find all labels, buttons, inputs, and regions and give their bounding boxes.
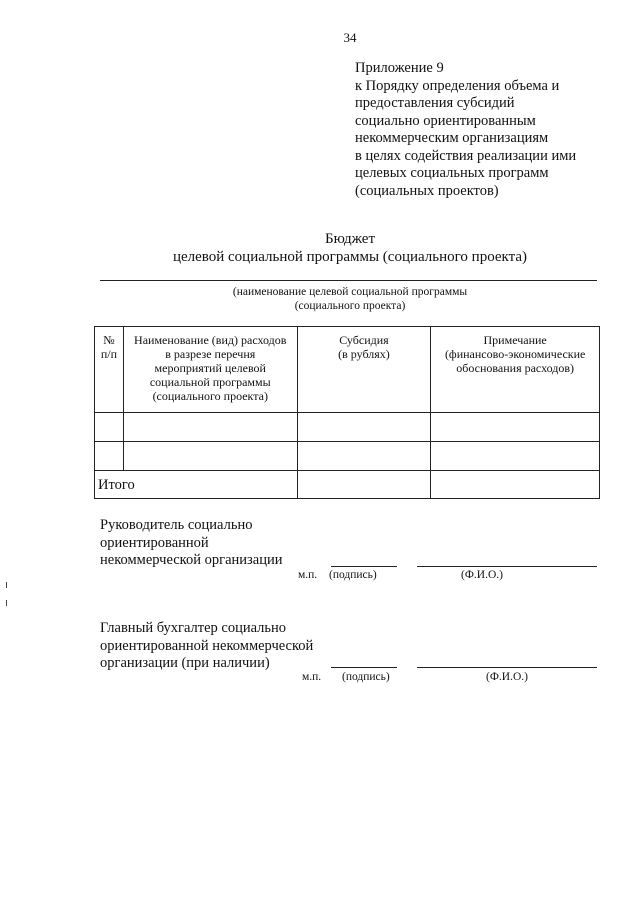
- header-text: обоснования расходов): [456, 361, 575, 375]
- accountant-name-caption: (Ф.И.О.): [486, 671, 528, 683]
- table-cell: [95, 442, 124, 471]
- signatory-line: некоммерческой организации: [100, 552, 283, 568]
- header-text: Наименование (вид) расходов: [134, 333, 287, 347]
- accountant-signature-caption: (подпись): [342, 671, 390, 683]
- table-cell: [123, 413, 297, 442]
- header-text: социальной программы: [149, 375, 271, 389]
- document-title: [0, 230, 640, 266]
- subtitle-line: целевой социальной программы (социального проекта): [172, 249, 528, 265]
- header-number: [95, 327, 124, 413]
- signatory-line: Руководитель социально: [100, 517, 253, 533]
- header-text: №: [103, 333, 115, 347]
- header-text: Примечание: [483, 333, 547, 347]
- table-total-row: [95, 471, 600, 499]
- appendix-line: в целях содействия реализации ими: [355, 147, 577, 164]
- appendix-line: предоставления субсидий: [355, 95, 515, 111]
- signatory-line: Главный бухгалтер социально: [100, 620, 287, 636]
- table-cell: [95, 413, 124, 442]
- table-row: [95, 442, 600, 471]
- head-signature-caption: (подпись): [329, 569, 377, 581]
- head-name-caption: (Ф.И.О.): [461, 569, 503, 581]
- header-expense-name: [123, 327, 297, 413]
- table-cell: [431, 442, 600, 471]
- title-line: Бюджет: [324, 231, 376, 247]
- budget-table: [94, 326, 600, 499]
- header-text: Субсидия: [339, 333, 389, 347]
- accountant-signatory: [100, 620, 313, 673]
- program-name-caption: [200, 285, 500, 313]
- header-note: [431, 327, 600, 413]
- header-text: мероприятий целевой: [154, 361, 266, 375]
- header-subsidy: [297, 327, 431, 413]
- table-cell: [123, 442, 297, 471]
- head-signature-line: [331, 566, 397, 567]
- appendix-line: к Порядку определения объема и: [355, 77, 560, 94]
- head-mp-label: м.п.: [298, 569, 318, 581]
- appendix-line: некоммерческим организациям: [355, 130, 549, 146]
- page-number: 34: [343, 30, 357, 45]
- table-cell: [297, 442, 431, 471]
- accountant-mp-label: м.п.: [302, 671, 322, 683]
- header-text: (финансово-экономические: [444, 347, 586, 361]
- accountant-name-line: [417, 667, 597, 668]
- head-name-line: [417, 566, 597, 567]
- header-text: п/п: [100, 347, 118, 361]
- total-subsidy-cell: [297, 471, 431, 499]
- table-cell: [431, 413, 600, 442]
- caption-line: (наименование целевой социальной программы: [232, 286, 468, 298]
- appendix-line: Приложение 9: [355, 60, 444, 76]
- header-text: (социального проекта): [152, 389, 268, 403]
- table-row: [95, 413, 600, 442]
- table-cell: [297, 413, 431, 442]
- caption-line: (социального проекта): [294, 300, 406, 312]
- signatory-line: ориентированной: [100, 534, 209, 551]
- signatory-line: ориентированной некоммерческой: [100, 637, 314, 654]
- program-name-line: [100, 280, 597, 281]
- head-signatory: [100, 517, 282, 570]
- appendix-line: (социальных проектов): [355, 182, 499, 199]
- header-text: в разрезе перечня: [165, 347, 256, 361]
- table-header-row: [95, 327, 600, 413]
- total-label: Итого: [95, 471, 298, 499]
- header-text: (в рублях): [338, 347, 390, 361]
- appendix-line: социально ориентированным: [355, 112, 536, 129]
- accountant-signature-line: [331, 667, 397, 668]
- scan-mark: [6, 600, 7, 606]
- total-note-cell: [431, 471, 600, 499]
- appendix-line: целевых социальных программ: [355, 165, 549, 181]
- appendix-header: [355, 60, 625, 200]
- scan-mark: [6, 582, 7, 588]
- signatory-line: организации (при наличии): [100, 655, 270, 671]
